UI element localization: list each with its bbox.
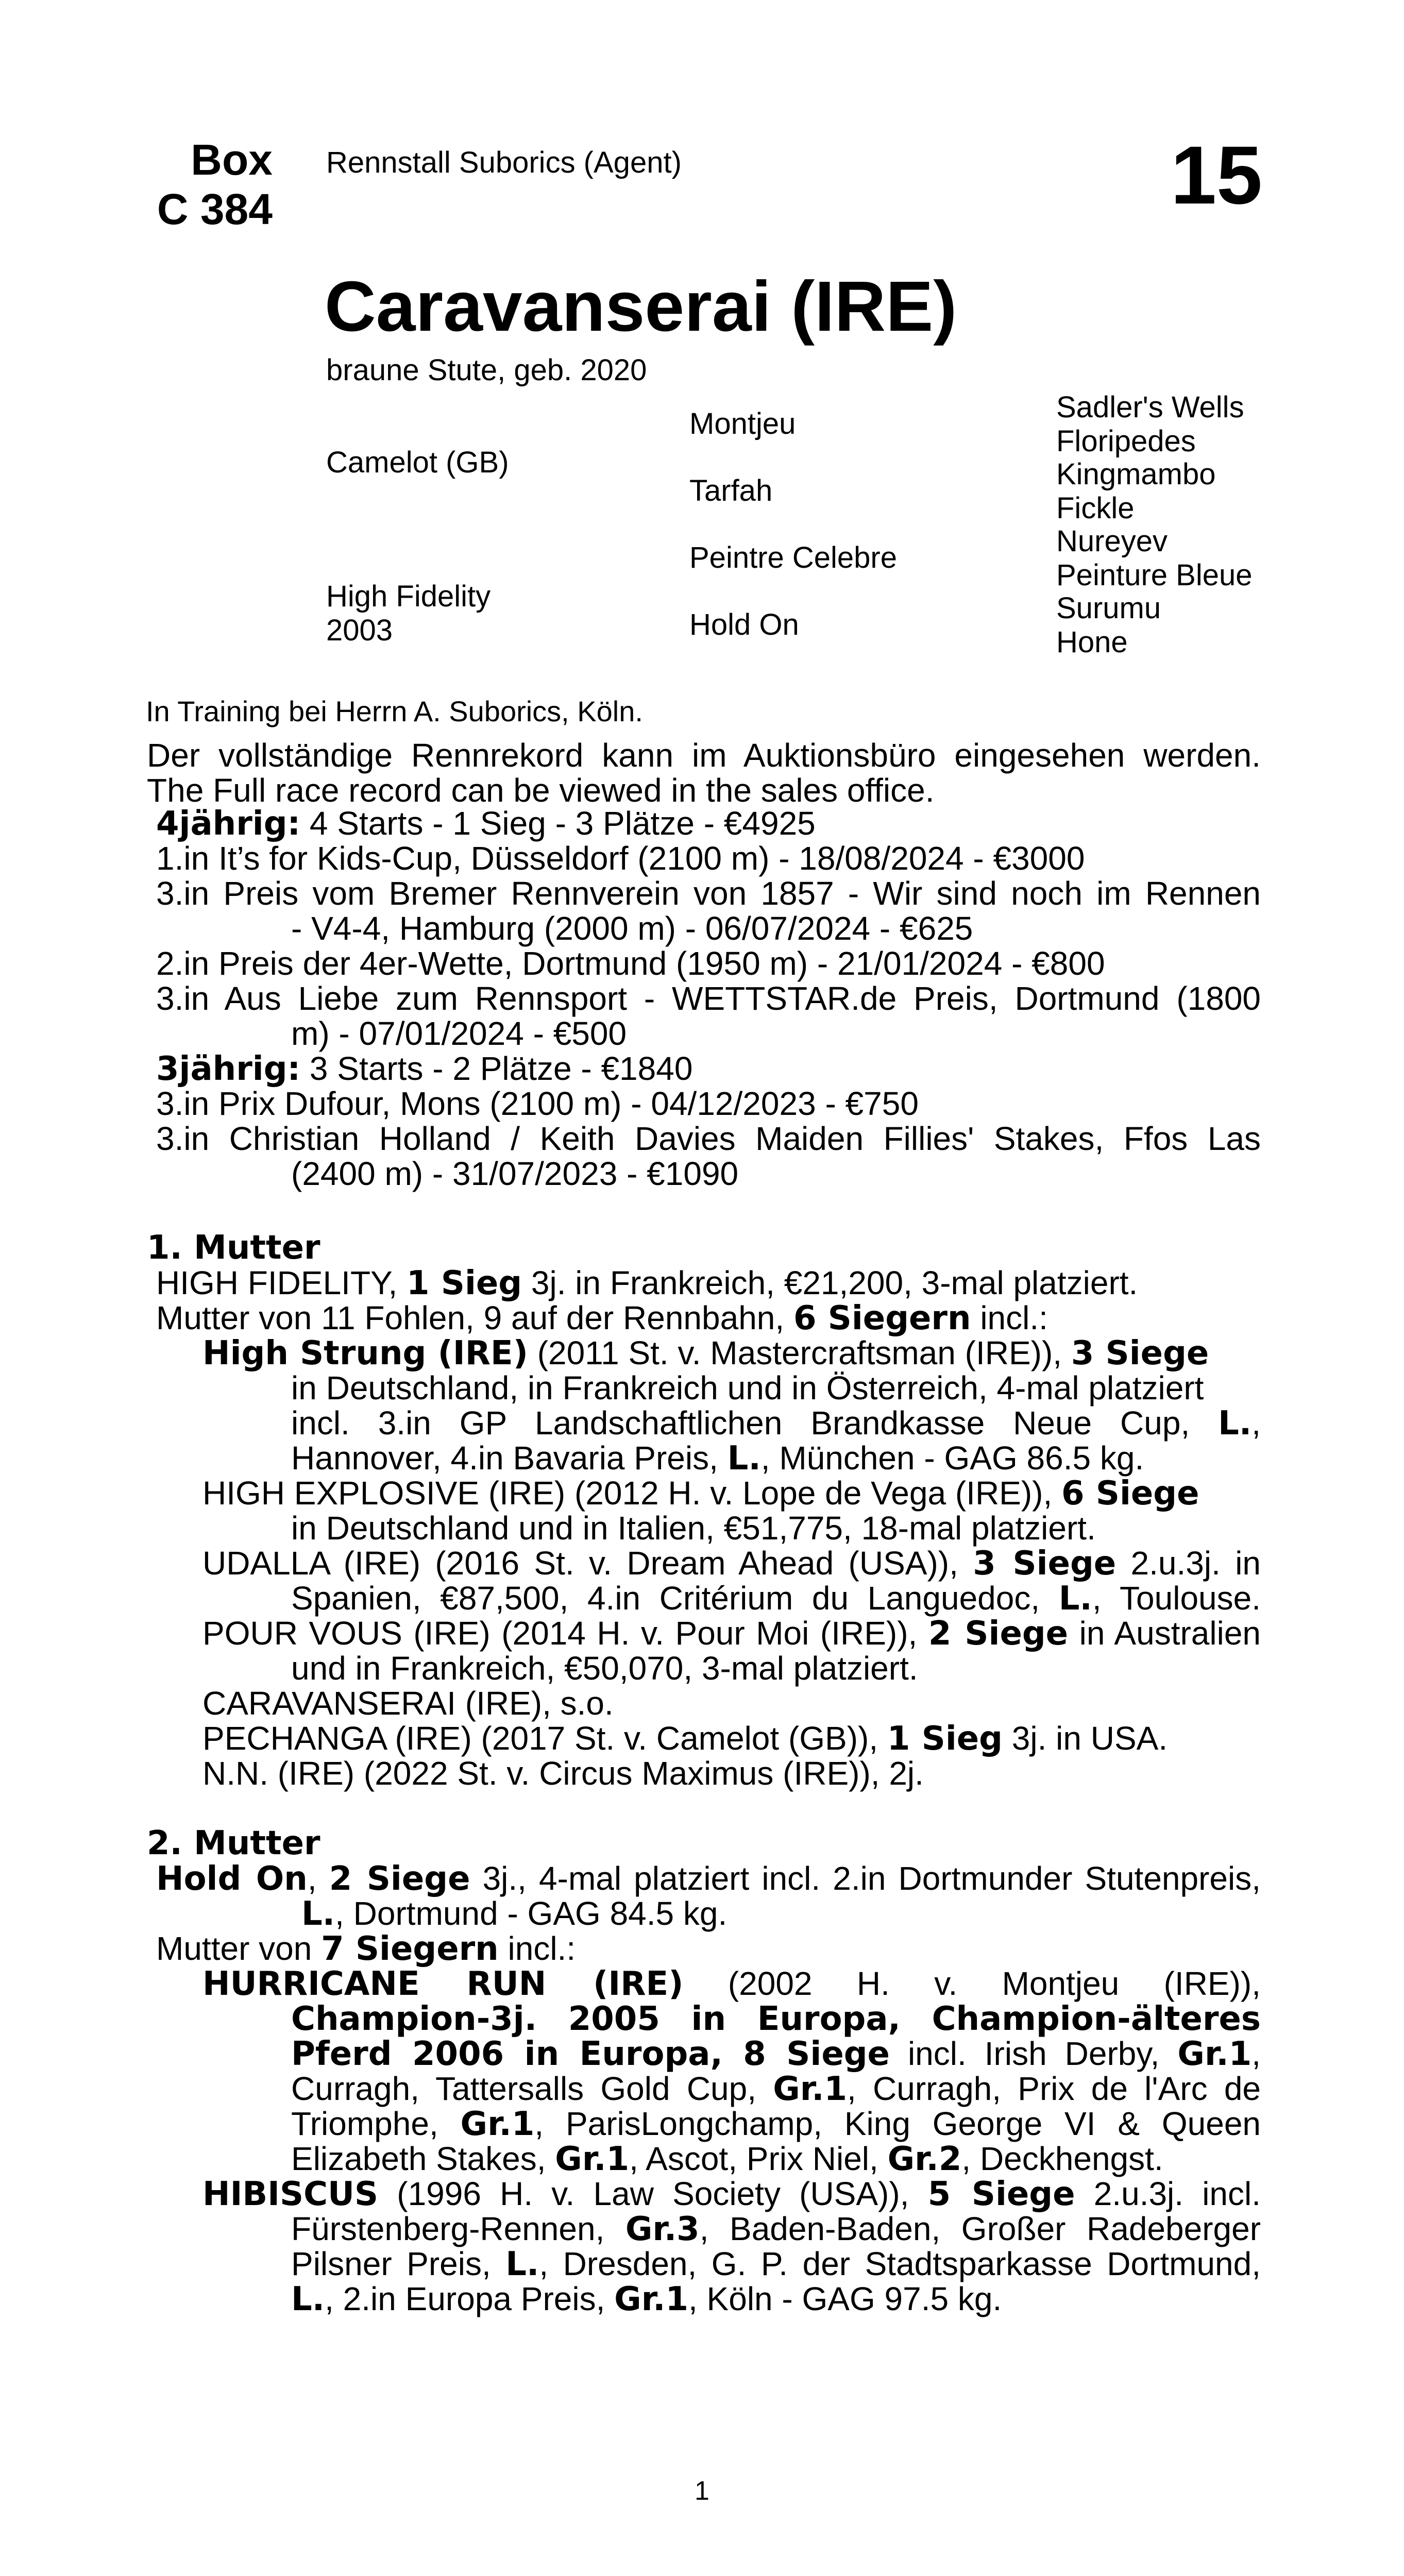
offspring-pour-vous: POUR VOUS (IRE) (2014 H. v. Pour Moi (IRE)), 2 Siege in Australien (202, 1615, 1261, 1653)
offspring-high-explosive: HIGH EXPLOSIVE (IRE) (2012 H. v. Lope de Vega (IRE)), 6 Siege (202, 1475, 1199, 1513)
offspring-hibiscus: HIBISCUS (1996 H. v. Law Society (USA)), 5 Siege 2.u.3j. incl. (202, 2175, 1261, 2213)
pedigree-g3-5: Nureyev (1056, 524, 1168, 558)
offspring-line: Fürstenberg-Rennen, Gr.3, Baden-Baden, Großer Radeberger (291, 2210, 1261, 2248)
offspring-udalla: UDALLA (IRE) (2016 St. v. Dream Ahead (USA)), 3 Siege 2.u.3j. in (202, 1545, 1261, 1583)
training-note: In Training bei Herrn A. Suborics, Köln. (146, 695, 643, 727)
race-line-cont: m) - 07/01/2024 - €500 (291, 1015, 627, 1052)
age4-stats: 4 Starts - 1 Sieg - 3 Plätze - €4925 (300, 805, 816, 842)
race-record (147, 0, 1261, 2576)
dam1-line: HIGH FIDELITY, 1 Sieg 3j. in Frankreich, €21,200, 3-mal platziert. (156, 1264, 1138, 1302)
age3-summary (156, 1051, 692, 1087)
offspring-caravanserai: CARAVANSERAI (IRE), s.o. (202, 1685, 614, 1722)
race-line: 3.in Prix Dufour, Mons (2100 m) - 04/12/2023 - €750 (156, 1085, 919, 1122)
offspring-line: L., 2.in Europa Preis, Gr.1, Köln - GAG 97.5 kg. (291, 2280, 1002, 2318)
dam2-line: Hold On, 2 Siege 3j., 4-mal platziert incl. 2.in Dortmunder Stutenpreis, (156, 1860, 1261, 1898)
offspring-high-strung: High Strung (IRE) (2011 St. v. Mastercraftsman (IRE)), 3 Siege (202, 1334, 1209, 1372)
race-line: 3.in Christian Holland / Keith Davies Maiden Fillies' Stakes, Ffos Las (156, 1120, 1261, 1157)
age3-stats: 3 Starts - 2 Plätze - €1840 (300, 1050, 693, 1087)
offspring-line: und in Frankreich, €50,070, 3-mal platziert. (291, 1650, 918, 1687)
dam2-heading: 2. Mutter (147, 1824, 320, 1862)
offspring-nn: N.N. (IRE) (2022 St. v. Circus Maximus (IRE)), 2j. (202, 1755, 924, 1792)
race-line: 1.in It’s for Kids-Cup, Düsseldorf (2100 m) - 18/08/2024 - €3000 (156, 840, 1085, 877)
age4-summary (156, 806, 816, 841)
pedigree-g3-7: Surumu (1056, 591, 1161, 625)
pedigree-g3-2: Floripedes (1056, 425, 1196, 458)
age4-label: 4jährig: (156, 805, 301, 843)
offspring-pechanga: PECHANGA (IRE) (2017 St. v. Camelot (GB)), 1 Sieg 3j. in USA. (202, 1720, 1168, 1758)
dam2-line-cont: L., Dortmund - GAG 84.5 kg. (301, 1895, 728, 1933)
offspring-line: Triomphe, Gr.1, ParisLongchamp, King George VI & Queen (291, 2105, 1261, 2143)
offspring-line: incl. 3.in GP Landschaftlichen Brandkasse Neue Cup, L., (291, 1404, 1261, 1443)
pedigree-sire: Camelot (GB) (326, 446, 509, 479)
pedigree-dam-dam: Hold On (689, 608, 799, 641)
lot-number: 15 (1171, 129, 1262, 221)
offspring-line: Elizabeth Stakes, Gr.1, Ascot, Prix Niel, Gr.2, Deckhengst. (291, 2140, 1163, 2178)
record-note-en: The Full race record can be viewed in the sales office. (147, 772, 935, 809)
offspring-line: Pferd 2006 in Europa, 8 Siege incl. Irish Derby, Gr.1, (291, 2035, 1261, 2073)
race-line-cont: (2400 m) - 31/07/2023 - €1090 (291, 1155, 739, 1192)
pedigree-sire-dam: Tarfah (689, 474, 773, 507)
offspring-line: Pilsner Preis, L., Dresden, G. P. der Stadtsparkasse Dortmund, (291, 2245, 1261, 2283)
offspring-line: in Deutschland, in Frankreich und in Österreich, 4-mal platziert (291, 1369, 1204, 1406)
horse-name: Caravanserai (IRE) (325, 267, 957, 346)
pedigree-g3-4: Fickle (1056, 492, 1135, 525)
offspring-hurricane-run: HURRICANE RUN (IRE) (2002 H. v. Montjeu (IRE)), (202, 1965, 1261, 2003)
pedigree-g3-6: Peinture Bleue (1056, 558, 1253, 592)
race-line-cont: - V4-4, Hamburg (2000 m) - 06/07/2024 - €625 (291, 910, 973, 947)
offspring-line: Hannover, 4.in Bavaria Preis, L., München - GAG 86.5 kg. (291, 1439, 1144, 1478)
offspring-line: Spanien, €87,500, 4.in Critérium du Languedoc, L., Toulouse. (291, 1580, 1261, 1618)
pedigree-dam: High Fidelity (326, 580, 491, 613)
pedigree-sire-sire: Montjeu (689, 407, 796, 440)
offspring-line: in Deutschland und in Italien, €51,775, 18-mal platziert. (291, 1510, 1096, 1547)
record-note-de: Der vollständige Rennrekord kann im Auktionsbüro eingesehen werden. (147, 737, 1261, 774)
box-code: C 384 (157, 185, 273, 233)
pedigree-g3-1: Sadler's Wells (1056, 391, 1244, 424)
race-line: 3.in Preis vom Bremer Rennverein von 1857 - Wir sind noch im Rennen (156, 875, 1261, 912)
offspring-line: Curragh, Tattersalls Gold Cup, Gr.1, Curragh, Prix de l'Arc de (291, 2070, 1261, 2108)
pedigree-dam-year: 2003 (326, 614, 393, 647)
dam1-produce-summary: Mutter von 11 Fohlen, 9 auf der Rennbahn, 6 Siegern incl.: (156, 1299, 1048, 1337)
box-label: Box (191, 135, 273, 184)
pedigree-dam-sire: Peintre Celebre (689, 541, 897, 574)
horse-description: braune Stute, geb. 2020 (326, 353, 647, 387)
offspring-line: Champion-3j. 2005 in Europa, Champion-älteres (291, 2000, 1261, 2038)
race-line: 2.in Preis der 4er-Wette, Dortmund (1950 m) - 21/01/2024 - €800 (156, 945, 1105, 982)
dam1-heading: 1. Mutter (147, 1229, 320, 1267)
age3-label: 3jährig: (156, 1050, 301, 1088)
pedigree-g3-3: Kingmambo (1056, 457, 1216, 491)
pedigree-g3-8: Hone (1056, 625, 1128, 659)
race-line: 3.in Aus Liebe zum Rennsport - WETTSTAR.de Preis, Dortmund (1800 (156, 980, 1261, 1017)
dam2-produce-summary: Mutter von 7 Siegern incl.: (156, 1930, 576, 1968)
consignor: Rennstall Suborics (Agent) (326, 146, 682, 179)
page-number: 1 (695, 2476, 709, 2506)
